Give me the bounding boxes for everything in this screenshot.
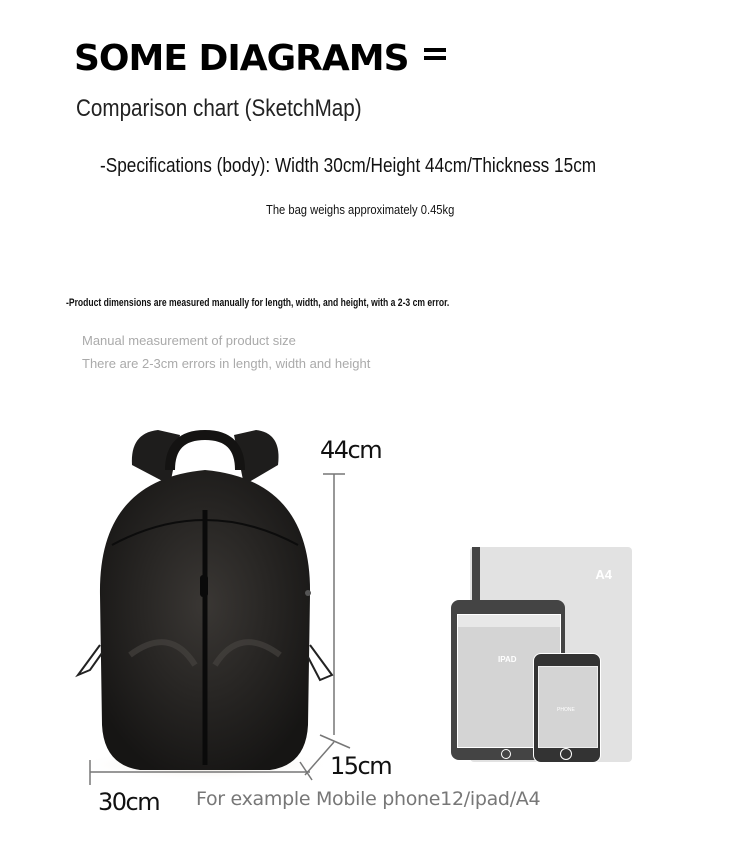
measurement-note-2: There are 2-3cm errors in length, width and height xyxy=(82,356,371,371)
thickness-label: 15cm xyxy=(330,752,392,780)
comparison-caption: For example Mobile phone12/ipad/A4 xyxy=(196,788,541,810)
subtitle: Comparison chart (SketchMap) xyxy=(76,95,362,122)
specifications-text: -Specifications (body): Width 30cm/Height 44cm/Thickness 15cm xyxy=(100,155,597,177)
measurement-note-1: Manual measurement of product size xyxy=(82,333,296,348)
a4-label: A4 xyxy=(595,567,612,582)
page-title: SOME DIAGRAMS xyxy=(74,38,409,79)
measurement-disclaimer: -Product dimensions are measured manually for length, width, and height, with a 2-3 cm error. xyxy=(66,297,450,309)
equals-icon xyxy=(424,48,446,64)
width-label: 30cm xyxy=(98,788,160,816)
phone-device xyxy=(533,653,601,763)
phone-label: PHONE xyxy=(557,707,575,713)
height-label: 44cm xyxy=(320,436,382,464)
weight-text: The bag weighs approximately 0.45kg xyxy=(266,202,455,217)
ipad-label: IPAD xyxy=(498,655,517,664)
dimension-lines xyxy=(80,460,400,790)
